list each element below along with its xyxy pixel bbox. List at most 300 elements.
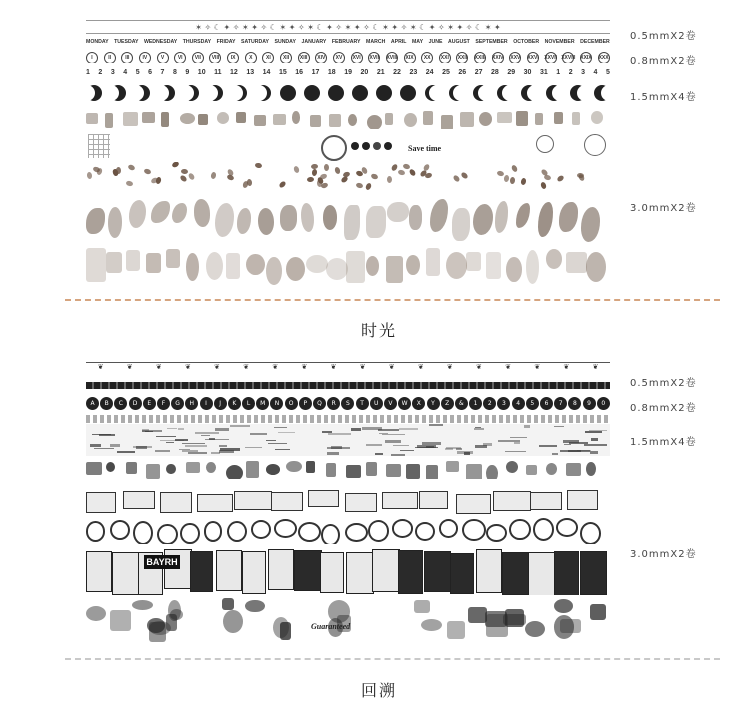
clock-icon <box>509 519 531 541</box>
botanical-icon <box>538 202 553 237</box>
alphabet-badge: A <box>86 397 99 410</box>
coffee-bean-icon <box>179 175 188 183</box>
clock-icon <box>110 520 130 540</box>
botanical-icon <box>581 207 601 242</box>
roman-numeral-badge: XIV <box>315 52 327 63</box>
poster-icon <box>398 550 423 593</box>
vintage-icon <box>479 112 493 126</box>
day-number: 31 <box>539 68 548 76</box>
newsprint-line <box>250 433 267 435</box>
newsprint-line <box>201 435 211 437</box>
day-number: 26 <box>458 68 467 76</box>
poster-icon <box>450 553 474 594</box>
day-number: 4 <box>593 68 598 76</box>
roman-numeral-badge: V <box>157 52 169 63</box>
newsprint-line <box>422 442 441 444</box>
ephemera-icon <box>106 252 122 272</box>
roman-numeral-badge: II <box>104 52 116 63</box>
spec-label: 1.5mmX4卷 <box>630 92 697 103</box>
botanical-icon <box>366 206 387 238</box>
botanical-icon <box>237 208 251 233</box>
newsprint-line <box>554 426 564 427</box>
retro-icon <box>246 461 259 478</box>
newsprint-line <box>110 444 120 447</box>
newsprint-line <box>155 450 170 453</box>
day-number: 3 <box>581 68 586 76</box>
coffee-bean-icon <box>155 176 162 184</box>
newsprint-line <box>182 450 197 452</box>
roman-numeral-badge: XXI <box>439 52 451 63</box>
moon-phase-icon <box>110 85 126 101</box>
day-number: 16 <box>295 68 304 76</box>
vintage-object-icon <box>222 598 234 610</box>
clock-icon <box>584 134 606 156</box>
newsprint-line <box>514 442 521 444</box>
clock-icon <box>486 524 507 542</box>
day-number: 2 <box>568 68 573 76</box>
label-box <box>234 491 272 510</box>
roman-numeral-badge: I <box>86 52 98 63</box>
vintage-icon <box>460 112 474 127</box>
vintage-object-icon <box>245 600 265 613</box>
botanical-icon <box>516 203 530 229</box>
newsprint-line <box>351 428 360 431</box>
poster-icon <box>190 551 213 592</box>
day-number: 11 <box>214 68 222 76</box>
clock-icon <box>392 519 413 538</box>
botanical-icon <box>258 208 274 235</box>
botanical-icon <box>387 202 409 222</box>
newsprint-line <box>94 448 113 449</box>
day-number: 18 <box>327 68 336 76</box>
newsprint-line <box>385 440 401 443</box>
tape-vintage-icons <box>86 109 610 129</box>
vintage-icon <box>236 112 247 122</box>
section-title: 回溯 <box>361 681 398 700</box>
vintage-icon <box>180 113 196 124</box>
tape-panel-time <box>86 20 610 290</box>
newsprint-line <box>505 451 525 452</box>
month-label: JUNE <box>428 39 443 45</box>
label-box <box>493 491 531 511</box>
vintage-object-icon <box>421 619 442 631</box>
coffee-bean-icon <box>116 167 121 174</box>
roman-numeral-badge: XIII <box>298 52 310 63</box>
botanical-icon <box>172 203 187 223</box>
retro-icon <box>186 462 200 473</box>
tape-stars-strip <box>86 20 610 34</box>
botanical-icon <box>323 205 337 229</box>
roman-numeral-badge: XVI <box>351 52 363 63</box>
newsprint-line <box>156 436 176 438</box>
coffee-bean-icon <box>334 166 341 174</box>
moon-phase-icon <box>594 85 610 101</box>
retro-icon <box>426 465 438 479</box>
ephemera-icon <box>146 253 161 273</box>
newsprint-line <box>457 451 473 454</box>
botanical-icon <box>108 207 123 238</box>
coffee-bean-icon <box>370 173 378 180</box>
moon-phase-icon <box>400 85 416 101</box>
label-box <box>567 490 598 509</box>
tape-posters <box>86 547 610 595</box>
vintage-icon <box>367 115 382 129</box>
clock-icon <box>180 523 200 544</box>
roman-numeral-badge: XVII <box>368 52 380 63</box>
label-box <box>382 492 418 509</box>
coffee-bean-icon <box>188 172 196 181</box>
clock-icon <box>133 521 153 544</box>
botanical-icon <box>473 204 493 234</box>
moon-phase-icon <box>134 85 150 101</box>
roman-numeral-badge: XXVI <box>527 52 539 63</box>
vintage-icon <box>310 115 321 128</box>
spec-label: 0.8mmX2卷 <box>630 56 697 67</box>
clock-icon <box>86 521 105 541</box>
roman-numeral-badge: XII <box>280 52 292 63</box>
vintage-object-icon <box>590 604 606 620</box>
moon-phase-icon <box>86 85 102 101</box>
newsprint-line <box>117 451 135 453</box>
day-number: 19 <box>344 68 353 76</box>
day-number: 24 <box>425 68 434 76</box>
month-label: MARCH <box>366 39 386 45</box>
ephemera-icon <box>466 252 481 272</box>
coffee-bean-icon <box>311 163 318 169</box>
month-label: FRIDAY <box>216 39 236 45</box>
ephemera-icon <box>406 255 420 275</box>
roman-numeral-badge: IV <box>139 52 151 63</box>
alphabet-badge: 4 <box>512 397 525 410</box>
coffee-bean-icon <box>511 164 519 173</box>
retro-icon <box>106 462 115 472</box>
coffee-bean-icon <box>556 174 565 182</box>
vintage-icon <box>497 112 512 123</box>
month-label: DECEMBER <box>580 39 610 45</box>
coffee-bean-icon <box>398 170 406 177</box>
coffee-bean-icon <box>452 174 460 183</box>
newsprint-line <box>400 450 414 451</box>
month-label: WEDNESDAY <box>143 39 178 45</box>
newsprint-line <box>275 449 290 450</box>
retro-icon <box>446 461 459 471</box>
roman-numeral-badge: VIII <box>209 52 221 63</box>
alphabet-badge: N <box>270 397 283 410</box>
alphabet-badge: 2 <box>483 397 496 410</box>
moon-phase-icon <box>546 85 562 101</box>
day-number: 29 <box>507 68 516 76</box>
newsprint-line <box>266 440 276 441</box>
newsprint-line <box>178 428 184 431</box>
newsprint-line <box>539 445 556 446</box>
botanical-icon <box>86 208 105 234</box>
poster-icon <box>320 552 344 593</box>
ephemera-icon <box>566 252 587 273</box>
alphabet-badge: Q <box>313 397 326 410</box>
botanical-icon <box>495 201 509 233</box>
coffee-bean-icon <box>510 177 516 184</box>
alphabet-badge: J <box>214 397 227 410</box>
day-number: 25 <box>442 68 450 76</box>
vintage-icon <box>572 112 580 126</box>
newsprint-line <box>245 447 262 448</box>
newsprint-line <box>90 444 101 447</box>
roman-numeral-badge: XXV <box>509 52 521 63</box>
tape-alphabet-row <box>86 397 610 410</box>
retro-icon <box>126 462 137 474</box>
poster-icon <box>502 552 529 594</box>
newsprint-line <box>475 445 487 448</box>
botanical-icon <box>409 205 422 230</box>
ephemera-icon <box>306 255 328 273</box>
coffee-bean-icon <box>247 179 253 187</box>
roman-numeral-badge: XI <box>262 52 274 63</box>
vintage-icon <box>535 113 543 125</box>
coffee-bean-icon <box>181 168 188 174</box>
newsprint-line <box>145 431 153 433</box>
coffee-bean-icon <box>408 168 416 177</box>
poster-title: BAYRH <box>144 555 180 569</box>
botanical-icon <box>280 205 298 231</box>
newsprint-line <box>382 434 404 435</box>
month-label: JANUARY <box>301 39 327 45</box>
vintage-icon <box>423 111 434 125</box>
vintage-icon <box>161 112 169 128</box>
alphabet-badge: Z <box>441 397 454 410</box>
vintage-icon <box>86 113 98 124</box>
clock-icon <box>536 135 554 153</box>
newsprint-line <box>399 428 419 430</box>
newsprint-line <box>590 451 598 453</box>
retro-icon <box>366 462 377 476</box>
tape-ornament: ❦ ❦ ❦ ❦ ❦ ❦ ❦ ❦ ❦ ❦ ❦ ❦ ❦ ❦ ❦ ❦ ❦ ❦ <box>86 362 610 373</box>
poster-icon <box>86 551 112 592</box>
clock-icon <box>298 522 322 543</box>
retro-icon <box>306 461 315 473</box>
retro-icon <box>566 463 581 476</box>
vintage-icon <box>554 112 564 124</box>
day-number: 21 <box>376 68 385 76</box>
spec-label: 3.0mmX2卷 <box>630 549 697 560</box>
moon-phase-icon <box>231 85 247 101</box>
coffee-bean-icon <box>312 169 318 177</box>
newsprint-line <box>211 452 220 454</box>
tape-months-row <box>86 37 610 47</box>
alphabet-badge: 0 <box>597 397 610 410</box>
ephemera-icon <box>186 253 199 281</box>
retro-icon <box>326 463 336 477</box>
alphabet-badge: F <box>157 397 170 410</box>
coffee-bean-icon <box>255 162 263 168</box>
day-number: 9 <box>185 68 190 76</box>
tape-black-band <box>86 382 610 389</box>
coffee-bean-icon <box>211 172 217 180</box>
clock-icon <box>556 518 578 537</box>
alphabet-badge: 7 <box>554 397 567 410</box>
coffee-bean-icon <box>171 162 180 168</box>
moon-phase-icon <box>449 85 465 101</box>
newsprint-line <box>322 431 332 433</box>
alphabet-badge: I <box>200 397 213 410</box>
vintage-icon <box>198 114 208 125</box>
clock-icon <box>533 518 554 541</box>
day-number: 1 <box>556 68 561 76</box>
day-number: 13 <box>246 68 255 76</box>
tape-chain <box>86 415 610 423</box>
newsprint-line <box>375 453 383 455</box>
vintage-object-icon <box>110 610 132 631</box>
roman-numeral-badge: XXVII <box>545 52 557 63</box>
newsprint-line <box>415 447 438 448</box>
coffee-bean-icon <box>521 177 527 185</box>
day-number: 20 <box>360 68 369 76</box>
retro-icon <box>206 462 216 474</box>
vintage-icon <box>441 115 453 129</box>
label-box <box>530 492 562 511</box>
newsprint-line <box>445 448 453 450</box>
vintage-icon <box>516 111 528 126</box>
day-number: 14 <box>262 68 271 76</box>
newsprint-line <box>552 453 558 455</box>
alphabet-badge: L <box>242 397 255 410</box>
botanical-icon <box>452 208 471 241</box>
moon-phase-icon <box>207 85 223 101</box>
newsprint-line <box>584 444 607 445</box>
tape-retro-icons <box>86 459 610 479</box>
roman-numeral-badge: XX <box>421 52 433 63</box>
ephemera-icon <box>326 258 348 280</box>
month-label: MAY <box>411 39 424 45</box>
poster-icon <box>476 549 502 592</box>
tape-retro-labels <box>86 486 610 514</box>
vintage-icon <box>591 111 603 123</box>
alphabet-badge: Y <box>427 397 440 410</box>
newsprint-line <box>209 438 215 439</box>
day-number: 7 <box>160 68 165 76</box>
roman-numeral-badge: XVIII <box>386 52 398 63</box>
newsprint-line <box>274 427 288 428</box>
poster-icon <box>294 550 322 590</box>
poster-icon <box>424 551 451 592</box>
tape-newspaper <box>86 424 610 456</box>
day-number: 28 <box>491 68 499 76</box>
poster-icon <box>346 552 374 594</box>
retro-icon <box>506 461 518 473</box>
coffee-bean-icon <box>387 175 392 182</box>
coffee-bean-icon <box>87 171 93 179</box>
roman-numeral-badge: IX <box>227 52 239 63</box>
label-box <box>345 493 377 512</box>
alphabet-badge: 6 <box>540 397 553 410</box>
ephemera-icon <box>386 256 403 283</box>
roman-numeral-badge: XXIX <box>580 52 592 63</box>
newsprint-line <box>366 444 382 445</box>
day-number: 27 <box>474 68 483 76</box>
vintage-object-icon <box>414 600 430 613</box>
moon-phase-icon <box>473 85 489 101</box>
compass-icon <box>321 135 347 161</box>
ephemera-icon <box>226 253 240 279</box>
newsprint-line <box>474 428 484 430</box>
vintage-icon <box>105 113 114 128</box>
vintage-object-icon <box>468 607 487 623</box>
ephemera-icon <box>166 249 180 269</box>
vintage-icon <box>292 111 300 123</box>
alphabet-badge: P <box>299 397 312 410</box>
divider <box>65 299 720 301</box>
moon-phase-icon <box>521 85 537 101</box>
newsprint-line <box>563 440 579 443</box>
ephemera-icon <box>506 257 522 281</box>
newsprint-line <box>589 430 607 432</box>
newsprint-line <box>393 445 410 446</box>
clock-icon <box>204 521 223 542</box>
tape-ephemera <box>86 242 610 290</box>
alphabet-badge: 9 <box>583 397 596 410</box>
coffee-bean-icon <box>365 182 372 190</box>
retro-icon <box>266 464 280 475</box>
coffee-bean-icon <box>127 164 135 172</box>
month-label: SATURDAY <box>240 39 269 45</box>
ephemera-icon <box>246 254 265 275</box>
vintage-icon <box>254 115 266 126</box>
coffee-bean-icon <box>293 165 300 173</box>
divider <box>65 658 720 660</box>
coffee-bean-icon <box>307 176 315 182</box>
vintage-icon <box>329 114 341 127</box>
newsprint-line <box>391 454 405 456</box>
newsprint-line <box>510 437 527 439</box>
ephemera-icon <box>86 248 106 282</box>
clock-icon <box>274 519 297 538</box>
spec-label: 0.8mmX2卷 <box>630 403 697 414</box>
coffee-bean-icon <box>496 170 504 177</box>
newsprint-line <box>456 448 462 451</box>
month-label: TUESDAY <box>114 39 139 45</box>
moon-phase-icon <box>328 85 344 101</box>
vintage-object-icon <box>149 622 166 643</box>
newsprint-line <box>160 440 184 442</box>
vintage-icon <box>404 113 417 127</box>
alphabet-badge: K <box>228 397 241 410</box>
ephemera-icon <box>126 250 140 270</box>
vintage-object-icon <box>447 621 465 639</box>
vintage-object-icon <box>525 621 545 637</box>
newsprint-line <box>220 448 239 451</box>
clock-icon <box>439 519 459 538</box>
poster-icon <box>268 549 294 590</box>
vintage-icon <box>217 112 229 124</box>
day-number: 15 <box>278 68 287 76</box>
roman-numeral-badge: VII <box>192 52 204 63</box>
moon-dots-icon <box>351 142 392 150</box>
grid-icon <box>88 134 110 158</box>
alphabet-badge: T <box>356 397 369 410</box>
moon-phase-icon <box>376 85 392 101</box>
vintage-icon <box>273 114 286 125</box>
coffee-bean-icon <box>324 164 329 171</box>
newsprint-line <box>327 447 350 449</box>
alphabet-badge: X <box>412 397 425 410</box>
retro-icon <box>146 464 160 479</box>
retro-icon <box>346 465 361 479</box>
botanical-icon <box>430 199 448 232</box>
ephemera-icon <box>546 249 562 269</box>
newsprint-line <box>166 442 174 443</box>
vintage-icon <box>123 112 137 126</box>
alphabet-badge: D <box>129 397 142 410</box>
retro-icon <box>546 463 557 475</box>
